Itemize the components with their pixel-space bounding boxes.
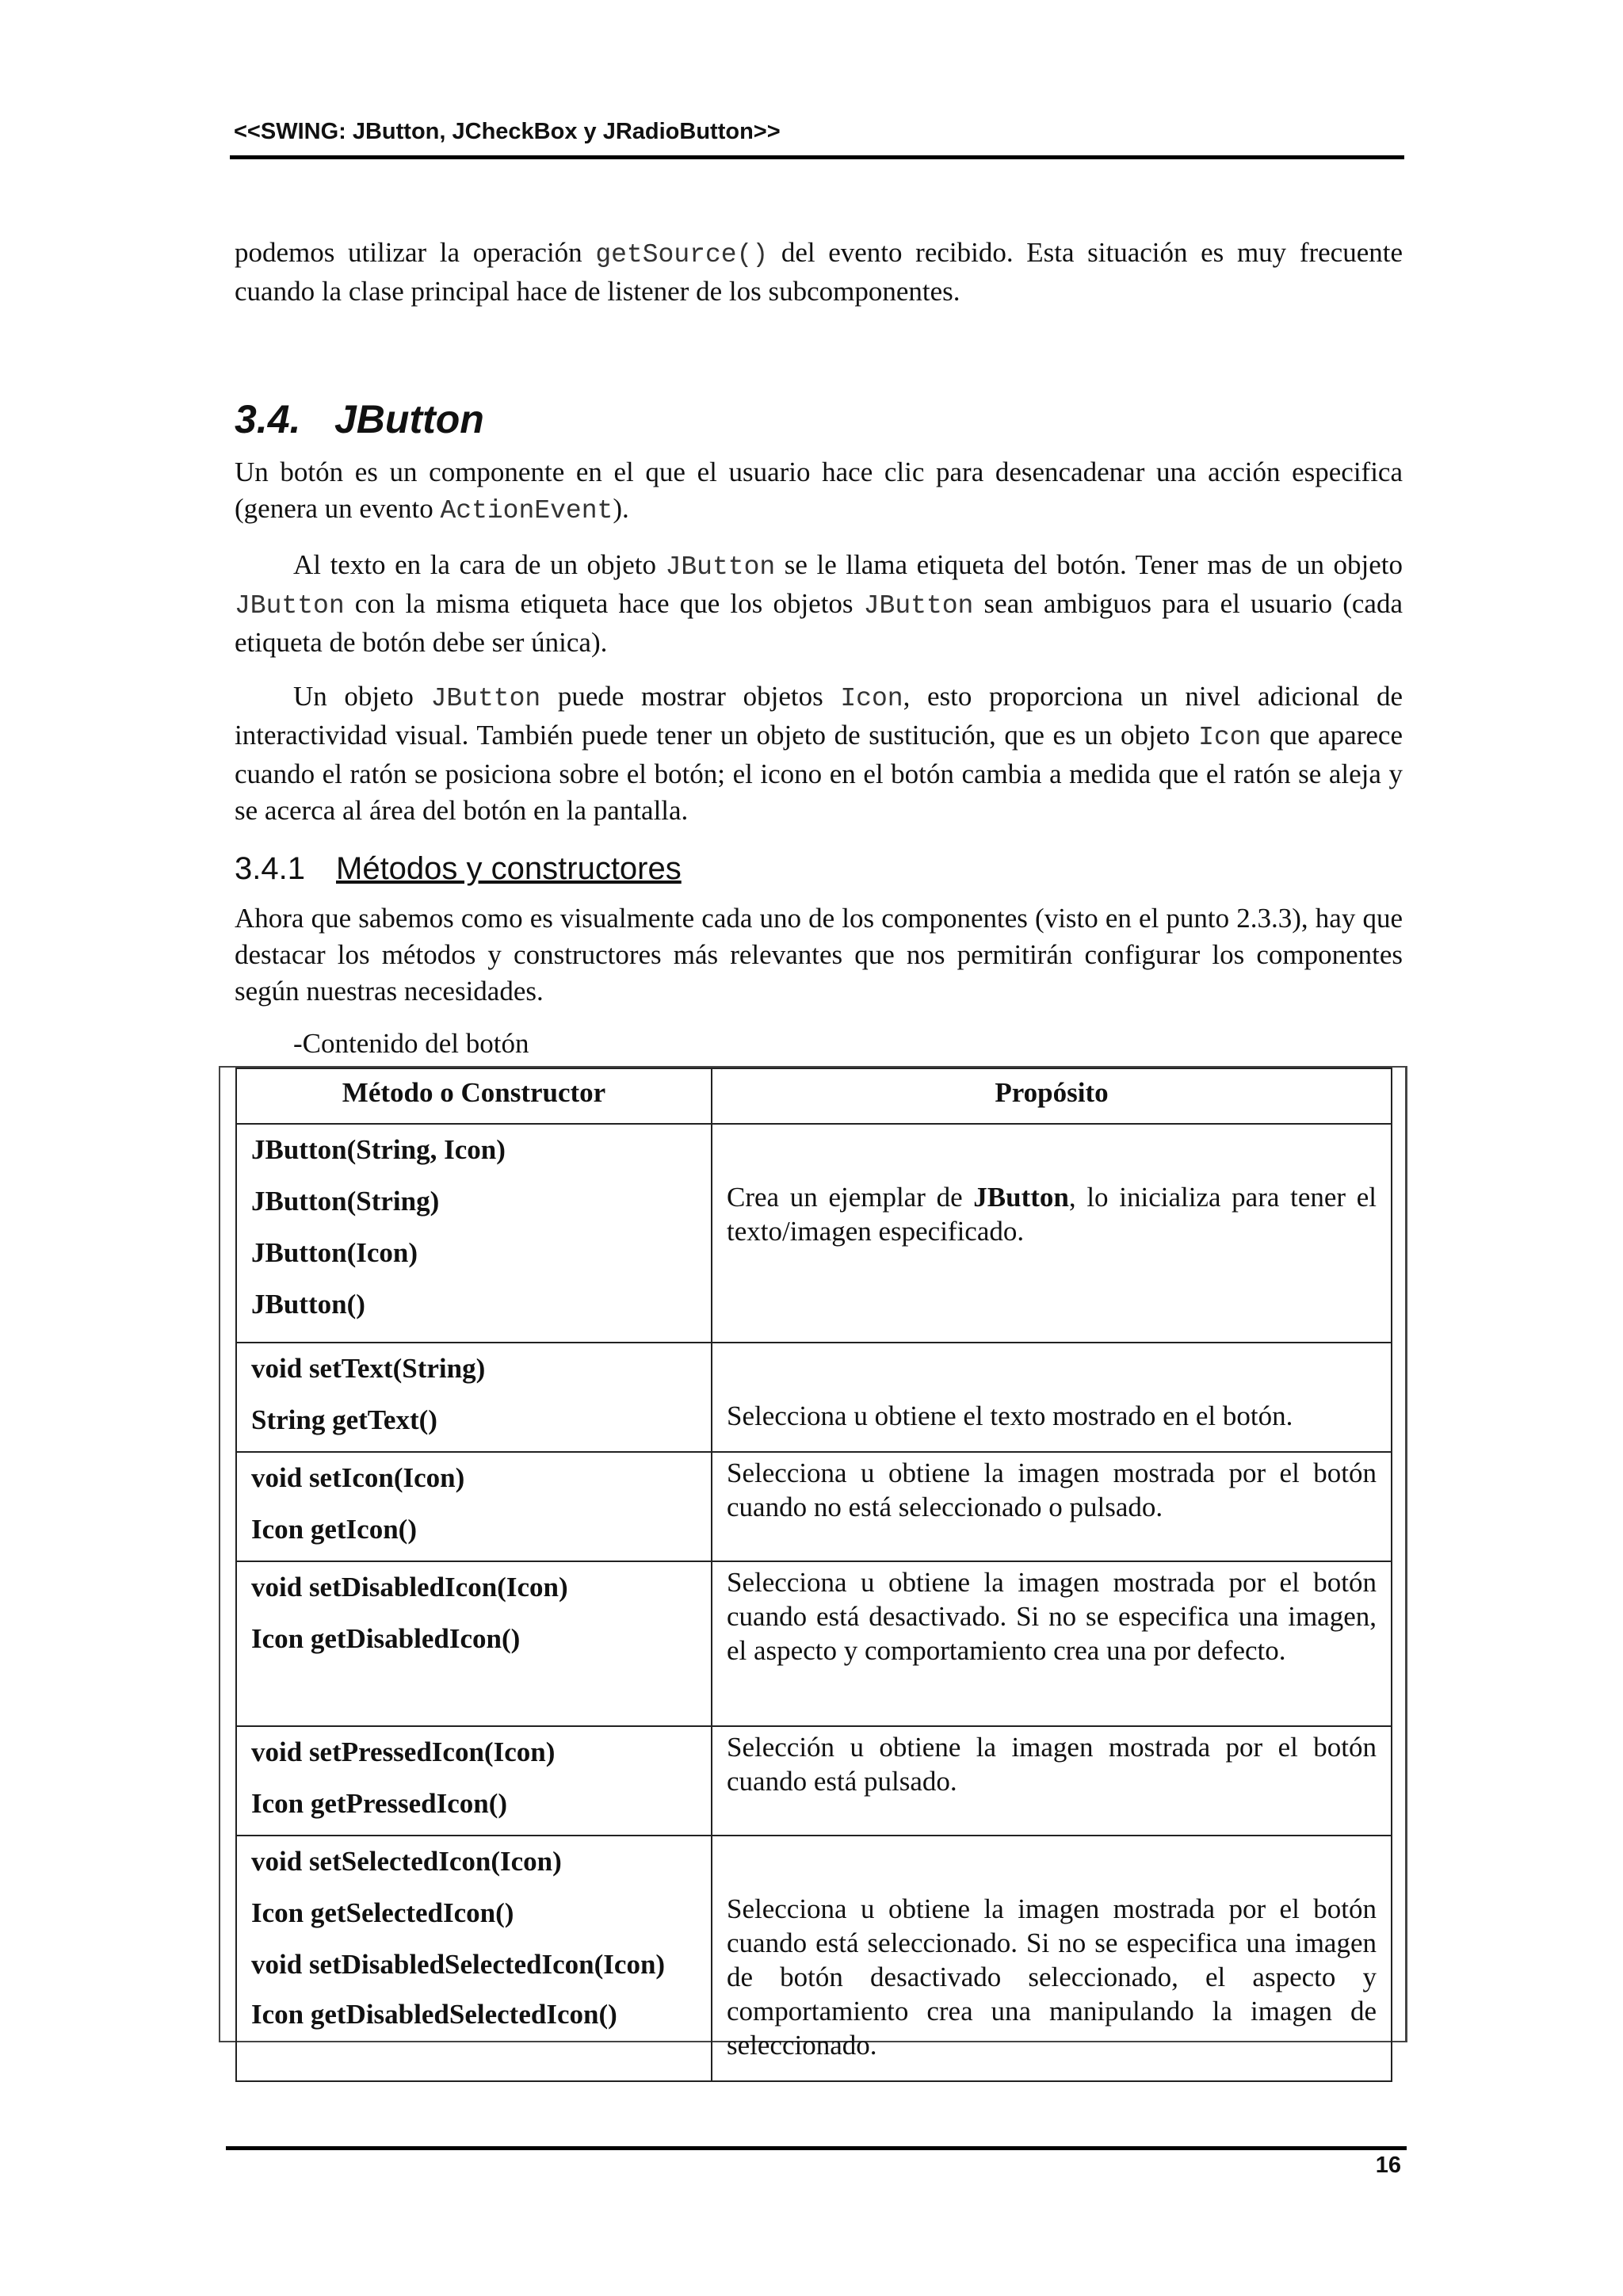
method-cell [236, 1726, 712, 1836]
table-row [236, 1343, 1392, 1452]
method-cell [236, 1124, 712, 1343]
table-header-row [236, 1068, 1392, 1124]
method-signature: Icon getDisabledIcon() [251, 1623, 521, 1654]
code-icon: Icon [840, 684, 903, 713]
para3-text-a: Un objeto [293, 681, 431, 712]
method-signature: Icon getIcon() [251, 1514, 417, 1545]
intro-text-2: del evento recibido. Esta situación es muy frecuente cuando la clase principal hace de listener de los subcomponentes. [235, 237, 1403, 307]
method-signature: JButton(String, Icon) [251, 1134, 506, 1165]
column-header: Propósito [712, 1068, 1392, 1124]
method-signature: JButton(Icon) [251, 1237, 418, 1268]
table-intro: -Contenido del botón [293, 1028, 529, 1059]
code-jbutton: JButton [235, 591, 345, 621]
description-cell: Selecciona u obtiene la imagen mostrada por el botón cuando no está seleccionado o pulsado. [712, 1452, 1392, 1561]
para3-text-b: puede mostrar objetos [540, 681, 841, 712]
running-header: <<SWING: JButton, JCheckBox y JRadioButton>> [234, 119, 781, 144]
page-content [235, 235, 1403, 1062]
description-text: Crea un ejemplar de [727, 1182, 974, 1213]
para2-text-b: se le llama etiqueta del botón. Tener mas de un objeto [775, 549, 1403, 580]
method-cell [236, 1836, 712, 2081]
header-rule [230, 155, 1404, 159]
method-signature: JButton(String) [251, 1186, 440, 1217]
code-actionevent: ActionEvent [440, 496, 613, 525]
para1-text-b: ). [613, 493, 629, 524]
section-number: 3.4. [235, 397, 301, 441]
code-jbutton: JButton [665, 552, 776, 582]
para2-text-a: Al texto en la cara de un objeto [293, 549, 666, 580]
description-cell: Selección u obtiene la imagen mostrada por el botón cuando está pulsado. [712, 1726, 1392, 1836]
method-signature: Icon getSelectedIcon() [251, 1897, 514, 1928]
paragraph-4: Ahora que sabemos como es visualmente cada uno de los componentes (visto en el punto 2.3.3), hay que destacar los métodos y constructores más relevantes que nos permitirán configurar los componentes según nuestras necesidades. [235, 903, 1403, 1007]
method-signature: void setText(String) [251, 1353, 486, 1384]
subsection-number: 3.4.1 [235, 851, 305, 886]
description-cell [712, 1124, 1392, 1343]
para3-text-c: , esto proporciona un nivel adicional de interactividad visual. También puede tener un objeto de sustitución, que es un objeto [235, 681, 1403, 751]
section-heading [235, 395, 1403, 443]
para3-text-d: que aparece cuando el ratón se posiciona sobre el botón; el icono en el botón cambia a medida que el ratón se aleja y se acerca al área del botón en la pantalla. [235, 720, 1403, 826]
section-title: JButton [334, 397, 484, 441]
para2-text-c: con la misma etiqueta hace que los objetos [344, 588, 864, 619]
spacer [235, 529, 1403, 547]
spacer [235, 661, 1403, 678]
description-cell: Selecciona u obtiene la imagen mostrada por el botón cuando está seleccionado. Si no se especifica una imagen de botón desactivado seleccionado, el aspecto y comportamiento crea una manipulando la imagen de seleccionado. [712, 1836, 1392, 2081]
method-cell [236, 1343, 712, 1452]
method-signature: String getText() [251, 1404, 437, 1435]
subsection-heading [235, 850, 1403, 888]
paragraph-3 [235, 678, 1403, 829]
table-row [236, 1561, 1392, 1726]
description-bold: JButton [973, 1182, 1069, 1213]
method-signature: Icon getPressedIcon() [251, 1788, 508, 1819]
para1-text-a: Un botón es un componente en el que el usuario hace clic para desencadenar una acción especifica (genera un evento [235, 457, 1403, 524]
table-row [236, 1726, 1392, 1836]
intro-text-1: podemos utilizar la operación [235, 237, 596, 268]
intro-paragraph [235, 235, 1403, 310]
description-cell: Selecciona u obtiene la imagen mostrada por el botón cuando está desactivado. Si no se especifica una imagen, el aspecto y comportamiento crea una por defecto. [712, 1561, 1392, 1726]
code-jbutton: JButton [430, 684, 541, 713]
table-row [236, 1836, 1392, 2081]
para2-text-d: sean ambiguos para el usuario (cada etiqueta de botón debe ser única). [235, 588, 1403, 658]
footer-rule [226, 2146, 1407, 2150]
page-number: 16 [1375, 2153, 1401, 2178]
description-text: , lo inicializa para tener el texto/imagen especificado. [727, 1182, 1377, 1247]
method-signature: void setIcon(Icon) [251, 1462, 465, 1493]
method-signature: void setSelectedIcon(Icon) [251, 1846, 562, 1877]
code-jbutton: JButton [863, 591, 974, 621]
method-cell [236, 1561, 712, 1726]
method-signature: void setDisabledSelectedIcon(Icon) [251, 1949, 666, 1980]
paragraph-2 [235, 547, 1403, 661]
column-header: Método o Constructor [236, 1068, 712, 1124]
table-row [236, 1124, 1392, 1343]
description-cell: Selecciona u obtiene el texto mostrado en el botón. [712, 1343, 1392, 1452]
method-signature: JButton() [251, 1289, 365, 1320]
code-icon: Icon [1198, 723, 1262, 752]
subsection-title: Métodos y constructores [336, 851, 682, 886]
code-getsource: getSource() [595, 240, 769, 269]
method-signature: Icon getDisabledSelectedIcon() [251, 1999, 617, 2030]
table-row [236, 1452, 1392, 1561]
methods-table [235, 1068, 1392, 2082]
paragraph-1 [235, 454, 1403, 529]
method-signature: void setDisabledIcon(Icon) [251, 1572, 568, 1603]
table-frame [219, 1066, 1407, 2061]
method-signature: void setPressedIcon(Icon) [251, 1736, 556, 1767]
method-cell [236, 1452, 712, 1561]
